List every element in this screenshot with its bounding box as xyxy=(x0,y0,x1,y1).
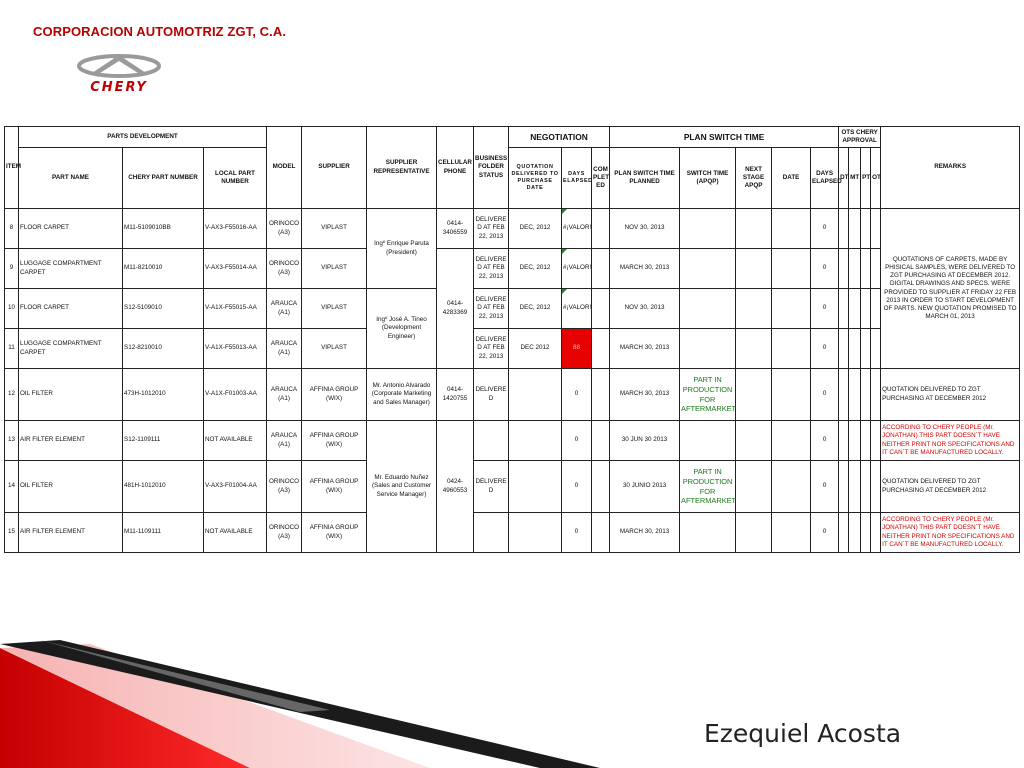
cell-item: 9 xyxy=(5,249,19,289)
decorative-swoosh xyxy=(0,560,660,768)
cell-part-name: FLOOR CARPET xyxy=(19,209,123,249)
cell-date xyxy=(772,513,811,553)
cell-status: DELIVERE D AT FEB 22, 2013 xyxy=(474,289,509,329)
cell-days-elapsed: #¡VALOR! xyxy=(562,249,592,289)
cell-supplier: AFFINIA GROUP (WIX) xyxy=(302,369,367,421)
table-row xyxy=(5,461,1020,513)
header-days-elapsed-negotiation: DAYS ELAPSED xyxy=(562,148,592,209)
cell-switch-time xyxy=(680,513,736,553)
cell-item: 11 xyxy=(5,329,19,369)
logo-wordmark: CHERY xyxy=(90,80,148,95)
cell-dt xyxy=(839,209,849,249)
cell-dt xyxy=(839,249,849,289)
cell-status: DELIVERE D xyxy=(474,461,509,513)
table-row xyxy=(5,369,1020,421)
cell-item: 10 xyxy=(5,289,19,329)
cell-pt xyxy=(861,209,871,249)
cell-pt xyxy=(861,249,871,289)
cell-status: DELIVERE D AT FEB 22, 2013 xyxy=(474,209,509,249)
cell-supplier: VIPLAST xyxy=(302,289,367,329)
header-negotiation: NEGOTIATION xyxy=(509,127,610,148)
cell-ot xyxy=(871,249,881,289)
cell-switch-time xyxy=(680,209,736,249)
cell-supplier-rep: Mr. Antonio Alvarado (Corporate Marketing and Sales Manager) xyxy=(367,369,437,421)
cell-supplier: AFFINIA GROUP (WIX) xyxy=(302,513,367,553)
cell-next-stage xyxy=(736,329,772,369)
table-row xyxy=(5,209,1020,249)
cell-dt xyxy=(839,513,849,553)
cell-supplier-rep: Ingº José A. Tineo (Development Engineer) xyxy=(367,289,437,369)
cell-pt xyxy=(861,369,871,421)
cell-mt xyxy=(849,329,861,369)
cell-dt xyxy=(839,329,849,369)
cell-switch-time xyxy=(680,289,736,329)
cell-completed xyxy=(592,209,610,249)
cell-supplier-rep: Mr. Eduardo Nuñez (Sales and Customer Service Manager) xyxy=(367,421,437,553)
cell-mt xyxy=(849,289,861,329)
header-cellular-phone: CELLULAR PHONE xyxy=(437,127,474,209)
cell-next-stage xyxy=(736,289,772,329)
cell-quotation-date xyxy=(509,461,562,513)
cell-model: ORINOCO (A3) xyxy=(267,461,302,513)
cell-date xyxy=(772,421,811,461)
cell-remarks: ACCORDING TO CHERY PEOPLE (Mr. JONATHAN) THIS PART DOESN´T HAVE NEITHER PRINT NOR SPECIFICATIONS AND IT CAN´T BE MANUFACTURED LOCALLY. xyxy=(881,513,1020,553)
cell-phone: 0424- 4960553 xyxy=(437,421,474,553)
cell-completed xyxy=(592,461,610,513)
cell-model: ARAUCA (A1) xyxy=(267,289,302,329)
cell-next-stage xyxy=(736,209,772,249)
cell-status xyxy=(474,513,509,553)
cell-local-part-number: NOT AVAILABLE xyxy=(204,421,267,461)
cell-phone: 0414- 3406559 xyxy=(437,209,474,249)
cell-dt xyxy=(839,289,849,329)
cell-part-name: AIR FILTER ELEMENT xyxy=(19,513,123,553)
cell-chery-part-number: S12-8210010 xyxy=(123,329,204,369)
cell-item: 8 xyxy=(5,209,19,249)
cell-chery-part-number: S12-1109111 xyxy=(123,421,204,461)
cell-remarks: ACCORDING TO CHERY PEOPLE (Mr. JONATHAN) THIS PART DOESN´T HAVE NEITHER PRINT NOR SPECIFICATIONS AND IT CAN´T BE MANUFACTURED LOCALLY. xyxy=(881,421,1020,461)
cell-model: ORINOCO (A3) xyxy=(267,249,302,289)
cell-local-part-number: V-AX3-F55014-AA xyxy=(204,249,267,289)
cell-supplier: VIPLAST xyxy=(302,249,367,289)
header-plan-switch-time-planned: PLAN SWITCH TIME PLANNED xyxy=(610,148,680,209)
header-supplier: SUPPLIER xyxy=(302,127,367,209)
cell-remarks: QUOTATION DELIVERED TO ZGT PURCHASING AT DECEMBER 2012 xyxy=(881,461,1020,513)
header-plan-switch-time: PLAN SWITCH TIME xyxy=(610,127,839,148)
cell-pt xyxy=(861,421,871,461)
header-business-folder-status: BUSINESS FOLDER STATUS xyxy=(474,127,509,209)
cell-mt xyxy=(849,209,861,249)
cell-part-name: FLOOR CARPET xyxy=(19,289,123,329)
table-row xyxy=(5,421,1020,461)
header-part-name: PART NAME xyxy=(19,148,123,209)
cell-days-elapsed: #¡VALOR! xyxy=(562,209,592,249)
cell-ot xyxy=(871,461,881,513)
header-parts-development: PARTS DEVELOPMENT xyxy=(19,127,267,148)
cell-dt xyxy=(839,369,849,421)
cell-pt xyxy=(861,329,871,369)
cell-mt xyxy=(849,461,861,513)
cell-pt xyxy=(861,289,871,329)
cell-part-name: AIR FILTER ELEMENT xyxy=(19,421,123,461)
cell-completed xyxy=(592,513,610,553)
cell-model: ARAUCA (A1) xyxy=(267,421,302,461)
cell-days-elapsed: #¡VALOR! xyxy=(562,289,592,329)
cell-part-name: LUGGAGE COMPARTMENT CARPET xyxy=(19,329,123,369)
cell-planned: 30 JUN 30 2013 xyxy=(610,421,680,461)
cell-supplier: VIPLAST xyxy=(302,209,367,249)
company-name: CORPORACION AUTOMOTRIZ ZGT, C.A. xyxy=(33,24,287,39)
cell-date xyxy=(772,209,811,249)
header-pt: PT xyxy=(861,148,871,209)
cell-plan-days: 0 xyxy=(811,369,839,421)
cell-quotation-date xyxy=(509,369,562,421)
cell-days-elapsed: 88 xyxy=(562,329,592,369)
header-quotation-delivered: QUOTATION DELIVERED TO PURCHASE DATE xyxy=(509,148,562,209)
cell-switch-time xyxy=(680,329,736,369)
cell-date xyxy=(772,249,811,289)
header-switch-time-apqp: SWITCH TIME (APQP) xyxy=(680,148,736,209)
table-row xyxy=(5,513,1020,553)
header-local-part-number: LOCAL PART NUMBER xyxy=(204,148,267,209)
header-ot: OT xyxy=(871,148,881,209)
cell-date xyxy=(772,461,811,513)
cell-next-stage xyxy=(736,461,772,513)
cell-plan-days: 0 xyxy=(811,513,839,553)
cell-supplier: AFFINIA GROUP (WIX) xyxy=(302,461,367,513)
cell-ot xyxy=(871,289,881,329)
cell-plan-days: 0 xyxy=(811,289,839,329)
cell-completed xyxy=(592,289,610,329)
cell-next-stage xyxy=(736,421,772,461)
cell-phone: 0414- 4283369 xyxy=(437,249,474,369)
cell-dt xyxy=(839,461,849,513)
cell-next-stage xyxy=(736,513,772,553)
cell-model: ORINOCO (A3) xyxy=(267,513,302,553)
cell-local-part-number: V-AX3-F01004-AA xyxy=(204,461,267,513)
cell-plan-days: 0 xyxy=(811,249,839,289)
cell-days-elapsed: 0 xyxy=(562,461,592,513)
cell-quotation-date: DEC 2012 xyxy=(509,329,562,369)
cell-item: 14 xyxy=(5,461,19,513)
cell-supplier-rep: Ingº Enrique Paruta (President) xyxy=(367,209,437,289)
cell-date xyxy=(772,289,811,329)
cell-completed xyxy=(592,329,610,369)
cell-status xyxy=(474,421,509,461)
cell-ot xyxy=(871,369,881,421)
cell-planned: MARCH 30, 2013 xyxy=(610,513,680,553)
header-date: DATE xyxy=(772,148,811,209)
header-remarks: REMARKS xyxy=(881,127,1020,209)
cell-local-part-number: V-A1X-F01003-AA xyxy=(204,369,267,421)
cell-days-elapsed: 0 xyxy=(562,513,592,553)
cell-model: ORINOCO (A3) xyxy=(267,209,302,249)
cell-supplier: AFFINIA GROUP (WIX) xyxy=(302,421,367,461)
cell-part-name: OIL FILTER xyxy=(19,369,123,421)
cell-ot xyxy=(871,513,881,553)
cell-status: DELIVERE D AT FEB 22, 2013 xyxy=(474,329,509,369)
cell-mt xyxy=(849,369,861,421)
header-supplier-rep: SUPPLIER REPRESENTATIVE xyxy=(367,127,437,209)
header-days-elapsed-plan: DAYS ELAPSED xyxy=(811,148,839,209)
table-row xyxy=(5,329,1020,369)
parts-development-table xyxy=(4,126,1020,553)
cell-date xyxy=(772,369,811,421)
cell-chery-part-number: M11-1109111 xyxy=(123,513,204,553)
cell-next-stage xyxy=(736,369,772,421)
cell-mt xyxy=(849,421,861,461)
cell-item: 15 xyxy=(5,513,19,553)
chery-emblem-icon xyxy=(72,52,166,82)
cell-switch-time xyxy=(680,421,736,461)
cell-part-name: LUGGAGE COMPARTMENT CARPET xyxy=(19,249,123,289)
cell-mt xyxy=(849,249,861,289)
cell-chery-part-number: M11-5109010BB xyxy=(123,209,204,249)
table-row xyxy=(5,289,1020,329)
cell-planned: MARCH 30, 2013 xyxy=(610,329,680,369)
cell-local-part-number: V-A1X-F55015-AA xyxy=(204,289,267,329)
cell-pt xyxy=(861,461,871,513)
presenter-name: Ezequiel Acosta xyxy=(704,719,902,748)
cell-chery-part-number: M11-8210010 xyxy=(123,249,204,289)
cell-model: ARAUCA (A1) xyxy=(267,329,302,369)
cell-item: 12 xyxy=(5,369,19,421)
cell-part-name: OIL FILTER xyxy=(19,461,123,513)
cell-quotation-date xyxy=(509,513,562,553)
cell-status: DELIVERE D xyxy=(474,369,509,421)
cell-days-elapsed: 0 xyxy=(562,369,592,421)
cell-ot xyxy=(871,329,881,369)
cell-completed xyxy=(592,369,610,421)
header-item: ITEM xyxy=(5,127,19,209)
header-next-stage-apqp: NEXT STAGE APQP xyxy=(736,148,772,209)
cell-local-part-number: V-AX3-F55016-AA xyxy=(204,209,267,249)
cell-plan-days: 0 xyxy=(811,421,839,461)
cell-switch-time: PART IN PRODUCTION FOR AFTERMARKET xyxy=(680,369,736,421)
header-mt: MT xyxy=(849,148,861,209)
cell-days-elapsed: 0 xyxy=(562,421,592,461)
header-dt: DT xyxy=(839,148,849,209)
cell-chery-part-number: 481H-1012010 xyxy=(123,461,204,513)
cell-plan-days: 0 xyxy=(811,461,839,513)
cell-plan-days: 0 xyxy=(811,329,839,369)
cell-switch-time: PART IN PRODUCTION FOR AFTERMARKET xyxy=(680,461,736,513)
cell-date xyxy=(772,329,811,369)
cell-completed xyxy=(592,421,610,461)
cell-dt xyxy=(839,421,849,461)
cell-ot xyxy=(871,209,881,249)
cell-quotation-date: DEC, 2012 xyxy=(509,289,562,329)
header-chery-part-number: CHERY PART NUMBER xyxy=(123,148,204,209)
cell-quotation-date: DEC, 2012 xyxy=(509,209,562,249)
cell-remarks: QUOTATIONS OF CARPETS, MADE BY PHISICAL SAMPLES, WERE DELIVERED TO ZGT PURCHASING AT DECEMBER 2012. DIGITAL DRAWINGS AND SPECS. WERE PROVIDED TO SUPPLIER AT FRIDAY 22 FEB 2013 IN ORDER TO START DEVELOPMENT OF PARTS. NEW QUOTATION PROMISED TO MARCH 01, 2013 xyxy=(881,209,1020,369)
cell-next-stage xyxy=(736,249,772,289)
cell-item: 13 xyxy=(5,421,19,461)
cell-planned: MARCH 30, 2013 xyxy=(610,249,680,289)
chery-logo xyxy=(72,52,166,94)
cell-supplier: VIPLAST xyxy=(302,329,367,369)
cell-model: ARAUCA (A1) xyxy=(267,369,302,421)
cell-chery-part-number: 473H-1012010 xyxy=(123,369,204,421)
header-completed: COM PLET ED xyxy=(592,148,610,209)
table-row xyxy=(5,249,1020,289)
cell-chery-part-number: S12-5109010 xyxy=(123,289,204,329)
cell-mt xyxy=(849,513,861,553)
cell-remarks: QUOTATION DELIVERED TO ZGT PURCHASING AT DECEMBER 2012 xyxy=(881,369,1020,421)
cell-planned: 30 JUNIO 2013 xyxy=(610,461,680,513)
cell-plan-days: 0 xyxy=(811,209,839,249)
cell-ot xyxy=(871,421,881,461)
cell-quotation-date xyxy=(509,421,562,461)
cell-local-part-number: V-A1X-F55013-AA xyxy=(204,329,267,369)
cell-planned: NOV 30, 2013 xyxy=(610,289,680,329)
header-model: MODEL xyxy=(267,127,302,209)
header-ots-chery-approval: OTS CHERY APPROVAL xyxy=(839,127,881,148)
cell-status: DELIVERE D AT FEB 22, 2013 xyxy=(474,249,509,289)
cell-phone: 0414- 1420755 xyxy=(437,369,474,421)
cell-planned: MARCH 30, 2013 xyxy=(610,369,680,421)
cell-switch-time xyxy=(680,249,736,289)
cell-completed xyxy=(592,249,610,289)
cell-quotation-date: DEC, 2012 xyxy=(509,249,562,289)
cell-planned: NOV 30, 2013 xyxy=(610,209,680,249)
cell-pt xyxy=(861,513,871,553)
cell-local-part-number: NOT AVAILABLE xyxy=(204,513,267,553)
